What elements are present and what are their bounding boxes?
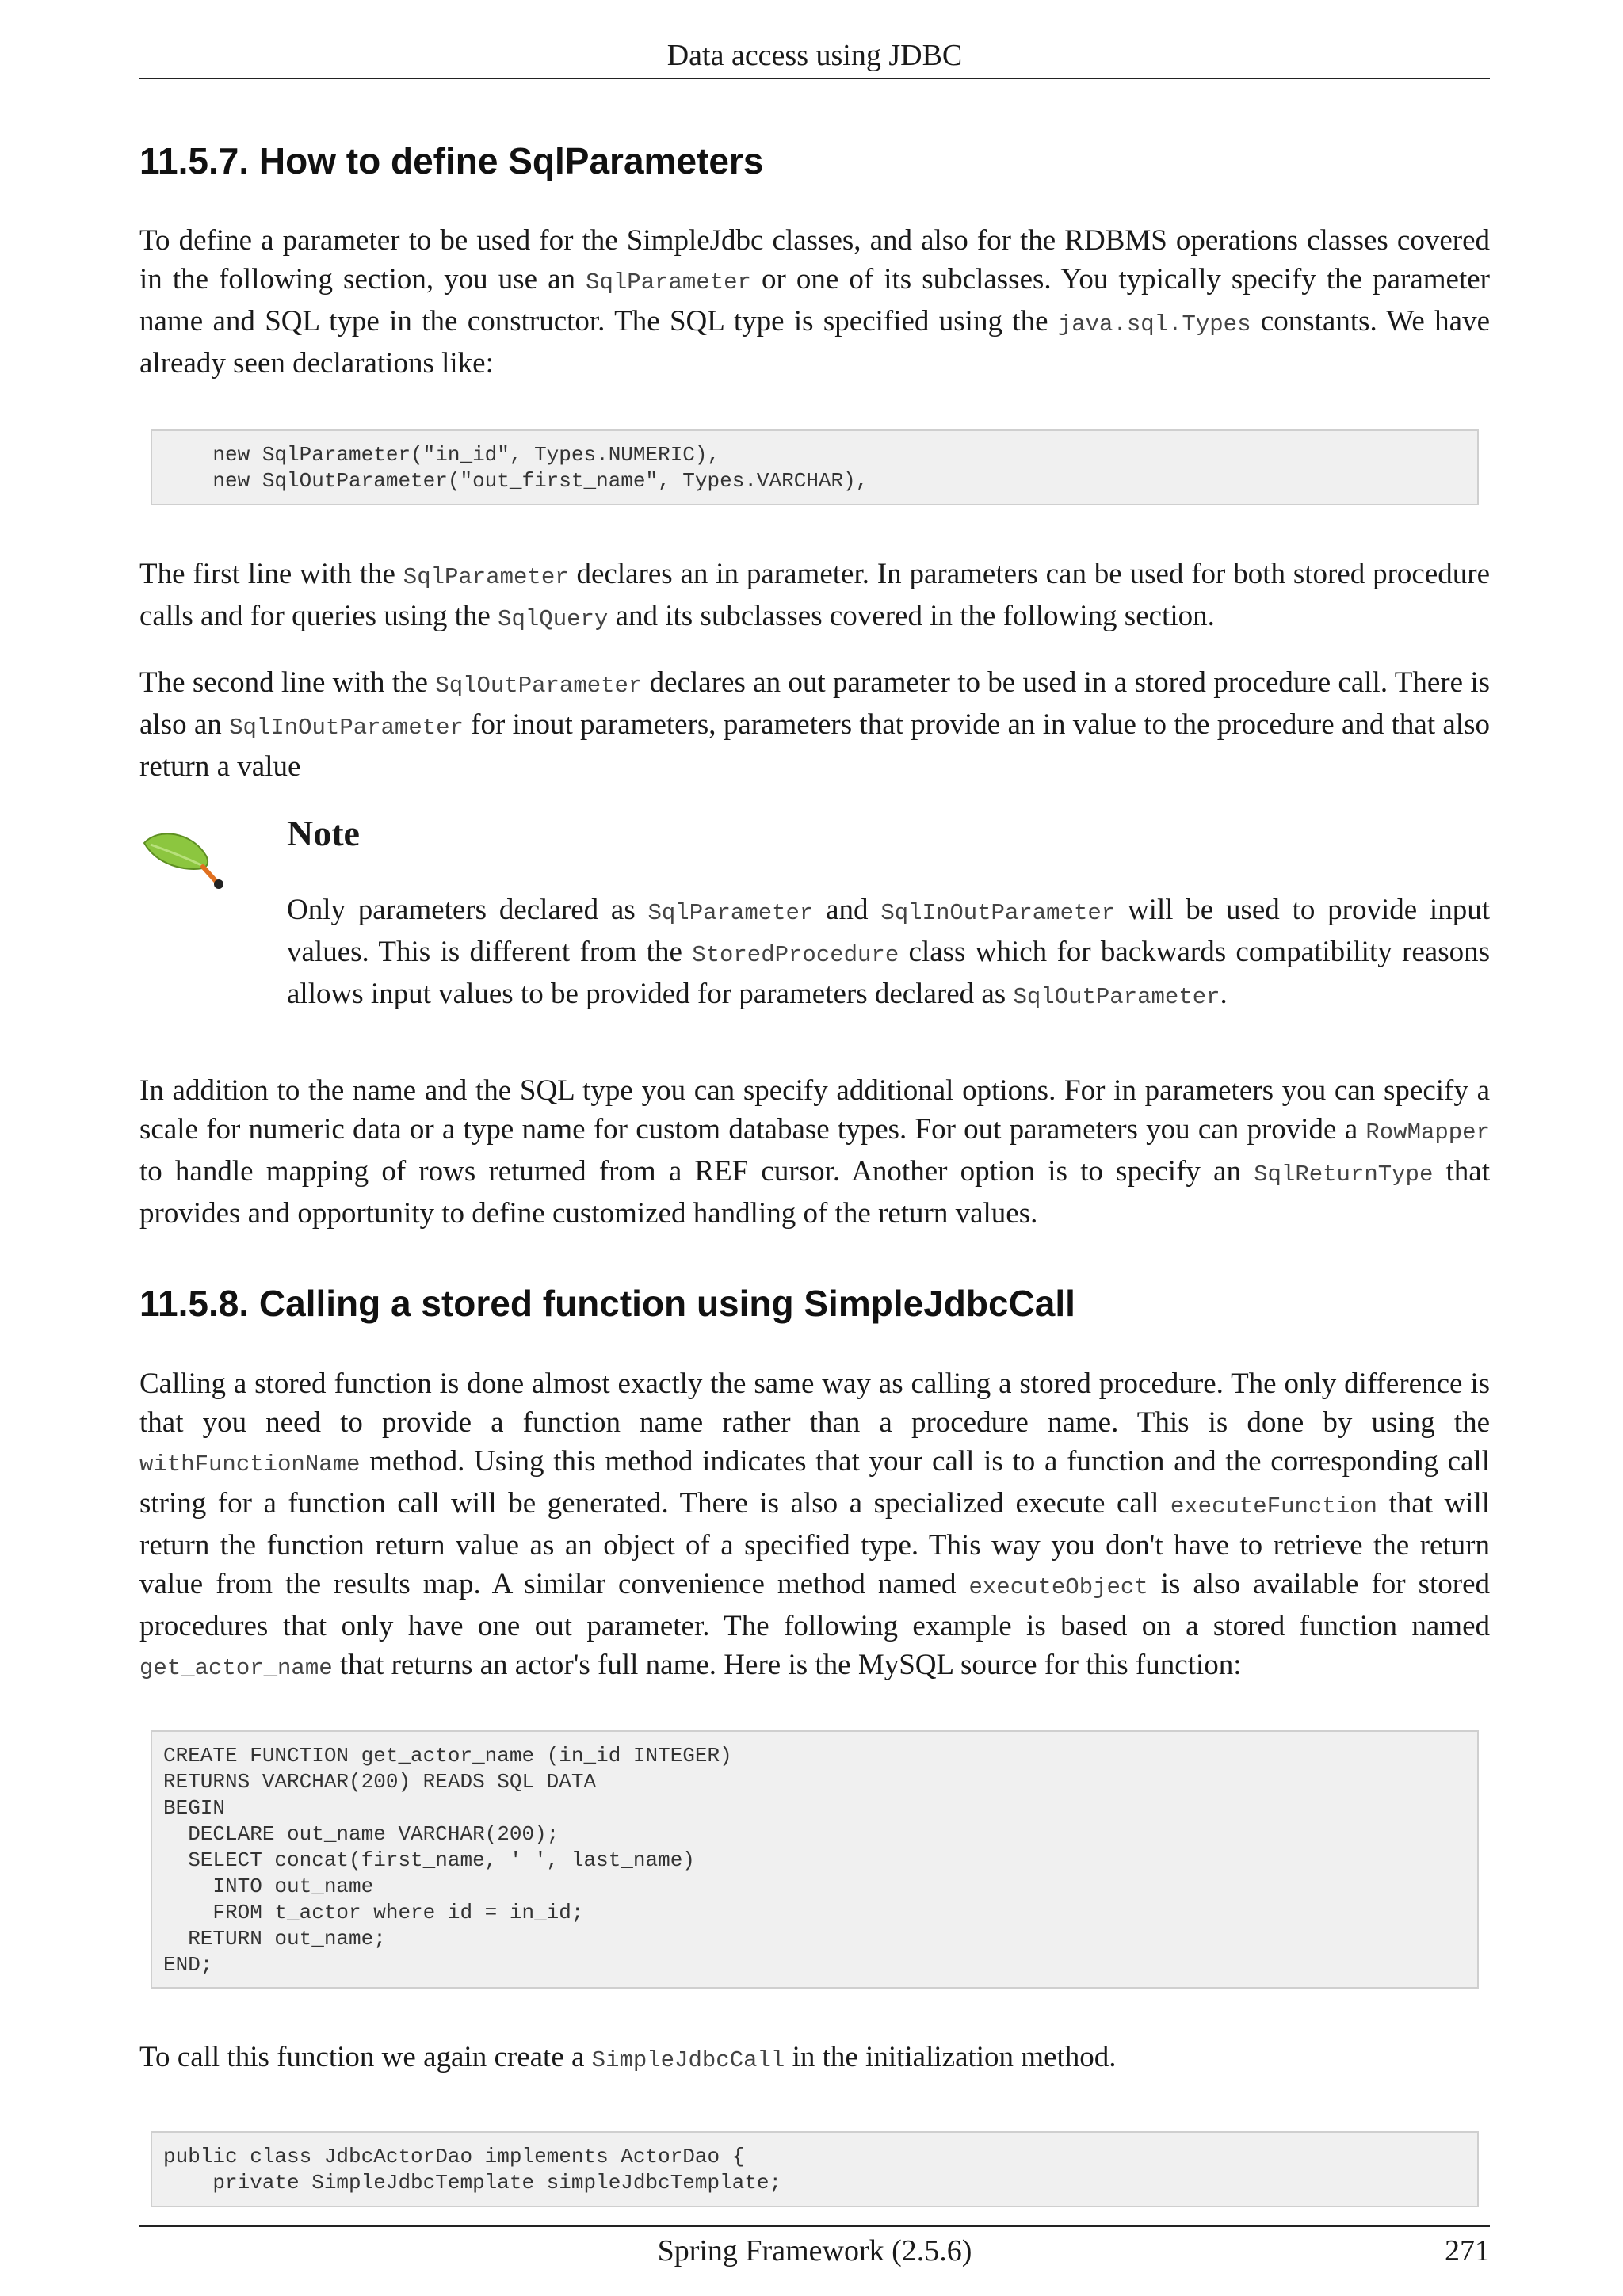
- inline-code: executeObject: [968, 1574, 1148, 1600]
- paragraph-first-line: The first line with the SqlParameter declares an in parameter. In parameters can be used for both stored procedure calls and for queries using the SqlQuery and its subclasses covered in the following section.: [139, 558, 1490, 632]
- note-title: Note: [287, 813, 360, 853]
- code-block-actor-dao: [151, 2131, 1479, 2207]
- inline-code: StoredProcedure: [692, 942, 899, 968]
- inline-code: executeFunction: [1170, 1493, 1377, 1520]
- section-heading-stored-function: 11.5.8. Calling a stored function using SimpleJdbcCall: [139, 1283, 1075, 1324]
- inline-code: SimpleJdbcCall: [591, 2047, 785, 2073]
- inline-code: SqlOutParameter: [1013, 984, 1220, 1010]
- inline-code: get_actor_name: [139, 1655, 333, 1681]
- inline-code: SqlOutParameter: [435, 673, 643, 699]
- code-text: new SqlParameter("in_id", Types.NUMERIC), new SqlOutParameter("out_first_name", Types.VARCHAR),: [212, 443, 869, 493]
- paragraph-define-parameter: To define a parameter to be used for the SimpleJdbc classes, and also for the RDBMS operations classes covered in the following section, you use an SqlParameter or one of its subclasses. You typically specify the parameter name and SQL type in the constructor. The SQL type is specified using the java.sql.Types constants. We have already seen declarations like:: [139, 224, 1490, 379]
- footer-title: Spring Framework (2.5.6): [657, 2234, 972, 2267]
- inline-code: withFunctionName: [139, 1451, 361, 1478]
- section-heading-sqlparameters: 11.5.7. How to define SqlParameters: [139, 140, 764, 181]
- inline-code: SqlQuery: [498, 606, 609, 632]
- note-body: Only parameters declared as SqlParameter and SqlInOutParameter will be used to provide input values. This is different from the StoredProcedure class which for backwards compatibility reasons allows input values to be provided for parameters declared as SqlOutParameter.: [287, 894, 1490, 1010]
- code-text: public class JdbcActorDao implements ActorDao { private SimpleJdbcTemplate simpleJdbcTemplate;: [163, 2145, 782, 2195]
- leaf-note-icon: [139, 824, 227, 895]
- inline-code: SqlParameter: [403, 564, 569, 590]
- inline-code: SqlInOutParameter: [229, 715, 464, 741]
- paragraph-calling-function: Calling a stored function is done almost exactly the same way as calling a stored procedure. The only difference is that you need to provide a function name rather than a procedure name. This is done by using the withFunctionName method. Using this method indicates that your call is to a function and the corresponding call string for a function call will be generated. There is also a specialized execute call executeFunction that will return the function return value as an object of a specified type. This way you don't have to retrieve the return value from the results map. A similar convenience method named executeObject is also available for stored procedures that only have one out parameter. The following example is based on a stored function named get_actor_name that returns an actor's full name. Here is the MySQL source for this function:: [139, 1367, 1490, 1681]
- code-block-declarations: [151, 429, 1479, 505]
- code-block-mysql-function: [151, 1730, 1479, 1989]
- inline-code: SqlParameter: [647, 900, 814, 926]
- page-number: 271: [1445, 2234, 1490, 2267]
- inline-code: SqlInOutParameter: [880, 900, 1116, 926]
- paragraph-call-function: To call this function we again create a SimpleJdbcCall in the initialization method.: [139, 2041, 1117, 2073]
- document-page: [139, 0, 1490, 2296]
- inline-code: SqlParameter: [586, 269, 751, 296]
- inline-code: RowMapper: [1365, 1119, 1490, 1146]
- running-header: Data access using JDBC: [139, 36, 1490, 79]
- paragraph-additional-options: In addition to the name and the SQL type you can specify additional options. For in parameters you can specify a scale for numeric data or a type name for custom database types. For out parameters you can provide a RowMapper to handle mapping of rows returned from a REF cursor. Another option is to specify an SqlReturnType that provides and opportunity to define customized handling of the return values.: [139, 1074, 1491, 1230]
- code-text: CREATE FUNCTION get_actor_name (in_id INTEGER) RETURNS VARCHAR(200) READS SQL DATA BEGIN DECLARE out_name VARCHAR(200); SELECT concat(first_name, ' ', last_name) INTO out_name FROM t_actor where id = in_id; RETURN out_name; END;: [163, 1744, 732, 1977]
- inline-code: java.sql.Types: [1057, 311, 1251, 338]
- paragraph-second-line: The second line with the SqlOutParameter declares an out parameter to be used in a stored procedure call. There is also an SqlInOutParameter for inout parameters, parameters that provide an in value to the procedure and that also return a value: [139, 666, 1490, 783]
- inline-code: SqlReturnType: [1254, 1161, 1434, 1188]
- running-footer: [139, 2225, 1490, 2270]
